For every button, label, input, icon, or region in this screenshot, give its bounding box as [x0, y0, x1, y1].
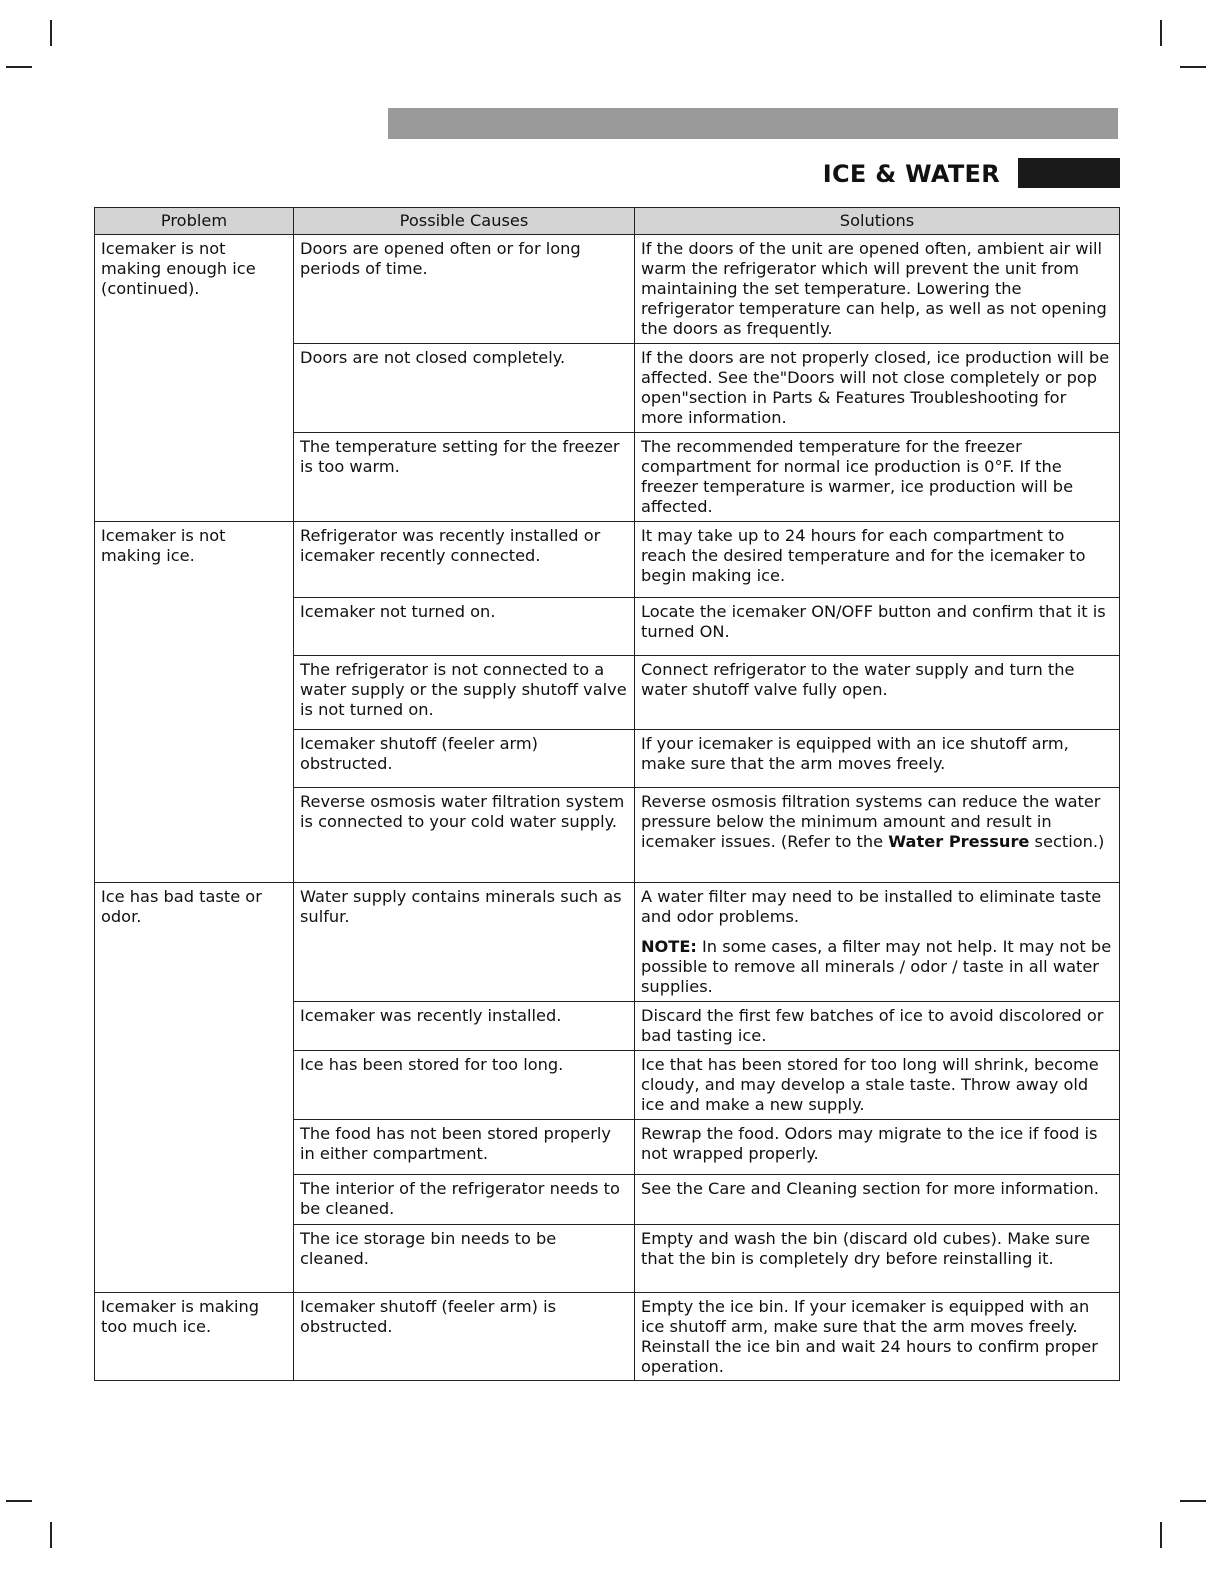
solution-cell: Empty and wash the bin (discard old cubes). Make sure that the bin is completely dry before reinstalling it. [635, 1225, 1120, 1293]
cause-cell: The refrigerator is not connected to a water supply or the supply shutoff valve is not turned on. [294, 656, 635, 730]
note-label: NOTE: [641, 937, 697, 956]
header-bar [388, 108, 1118, 139]
table-header-row [95, 208, 1120, 235]
cause-cell: Doors are opened often or for long periods of time. [294, 235, 635, 344]
cause-cell: Icemaker shutoff (feeler arm) is obstructed. [294, 1293, 635, 1381]
crop-mark [6, 1500, 32, 1502]
solution-cell: Rewrap the food. Odors may migrate to the ice if food is not wrapped properly. [635, 1120, 1120, 1175]
solution-cell [635, 883, 1120, 1002]
cause-cell: The food has not been stored properly in either compartment. [294, 1120, 635, 1175]
cause-cell: Doors are not closed completely. [294, 344, 635, 433]
cause-cell: The temperature setting for the freezer is too warm. [294, 433, 635, 522]
solution-cell: Discard the first few batches of ice to avoid discolored or bad tasting ice. [635, 1002, 1120, 1051]
note-text: In some cases, a filter may not help. It may not be possible to remove all minerals / odor / taste in all water supplies. [641, 937, 1112, 996]
table-row [95, 235, 1120, 344]
table-row [95, 1293, 1120, 1381]
note [641, 937, 1113, 997]
cause-cell: Icemaker shutoff (feeler arm) obstructed. [294, 730, 635, 788]
solution-cell [635, 788, 1120, 883]
cause-cell: The ice storage bin needs to be cleaned. [294, 1225, 635, 1293]
section-title-block [1018, 158, 1120, 188]
solution-cell: Empty the ice bin. If your icemaker is equipped with an ice shutoff arm, make sure that the arm moves freely. Reinstall the ice bin and wait 24 hours to confirm proper operation. [635, 1293, 1120, 1381]
problem-cell: Ice has bad taste or odor. [95, 883, 294, 1293]
solution-cell: If your icemaker is equipped with an ice shutoff arm, make sure that the arm moves freely. [635, 730, 1120, 788]
solution-text: A water filter may need to be installed to eliminate taste and odor problems. [641, 887, 1102, 926]
cause-cell: Reverse osmosis water filtration system is connected to your cold water supply. [294, 788, 635, 883]
cause-cell: Icemaker was recently installed. [294, 1002, 635, 1051]
cause-cell: Icemaker not turned on. [294, 598, 635, 656]
water-pressure-reference: Water Pressure [888, 832, 1030, 851]
solution-cell: If the doors are not properly closed, ice production will be affected. See the"Doors will not close completely or pop open"section in Parts & Features Troubleshooting for more information. [635, 344, 1120, 433]
solution-cell: It may take up to 24 hours for each compartment to reach the desired temperature and for the icemaker to begin making ice. [635, 522, 1120, 598]
section-title: ICE & WATER [822, 160, 1000, 188]
solution-cell: Connect refrigerator to the water supply and turn the water shutoff valve fully open. [635, 656, 1120, 730]
cause-cell: Refrigerator was recently installed or icemaker recently connected. [294, 522, 635, 598]
solution-cell: Ice that has been stored for too long will shrink, become cloudy, and may develop a stale taste. Throw away old ice and make a new supply. [635, 1051, 1120, 1120]
troubleshooting-table [94, 207, 1120, 1381]
cause-cell: Water supply contains minerals such as sulfur. [294, 883, 635, 1002]
crop-mark [1180, 66, 1206, 68]
solution-cell: The recommended temperature for the freezer compartment for normal ice production is 0°F. If the freezer temperature is warmer, ice production will be affected. [635, 433, 1120, 522]
header-solutions: Solutions [635, 208, 1120, 235]
problem-cell: Icemaker is not making ice. [95, 522, 294, 883]
crop-mark [6, 66, 32, 68]
crop-mark [1180, 1500, 1206, 1502]
crop-mark [1160, 20, 1162, 46]
cause-cell: Ice has been stored for too long. [294, 1051, 635, 1120]
table-row [95, 883, 1120, 1002]
crop-mark [50, 20, 52, 46]
cause-cell: The interior of the refrigerator needs to be cleaned. [294, 1175, 635, 1225]
solution-cell: Locate the icemaker ON/OFF button and confirm that it is turned ON. [635, 598, 1120, 656]
crop-mark [50, 1522, 52, 1548]
solution-cell: See the Care and Cleaning section for more information. [635, 1175, 1120, 1225]
solution-text: section.) [1029, 832, 1105, 851]
solution-text: Reverse osmosis filtration systems can reduce the water pressure below the minimum amount and result in icemaker issues. (Refer to the [641, 792, 1101, 851]
table-row [95, 522, 1120, 598]
solution-cell: If the doors of the unit are opened often, ambient air will warm the refrigerator which will prevent the unit from maintaining the set temperature. Lowering the refrigerator temperature can help, as well as not opening the doors as frequently. [635, 235, 1120, 344]
crop-mark [1160, 1522, 1162, 1548]
problem-cell: Icemaker is making too much ice. [95, 1293, 294, 1381]
problem-cell: Icemaker is not making enough ice (continued). [95, 235, 294, 522]
header-possible-causes: Possible Causes [294, 208, 635, 235]
header-problem: Problem [95, 208, 294, 235]
